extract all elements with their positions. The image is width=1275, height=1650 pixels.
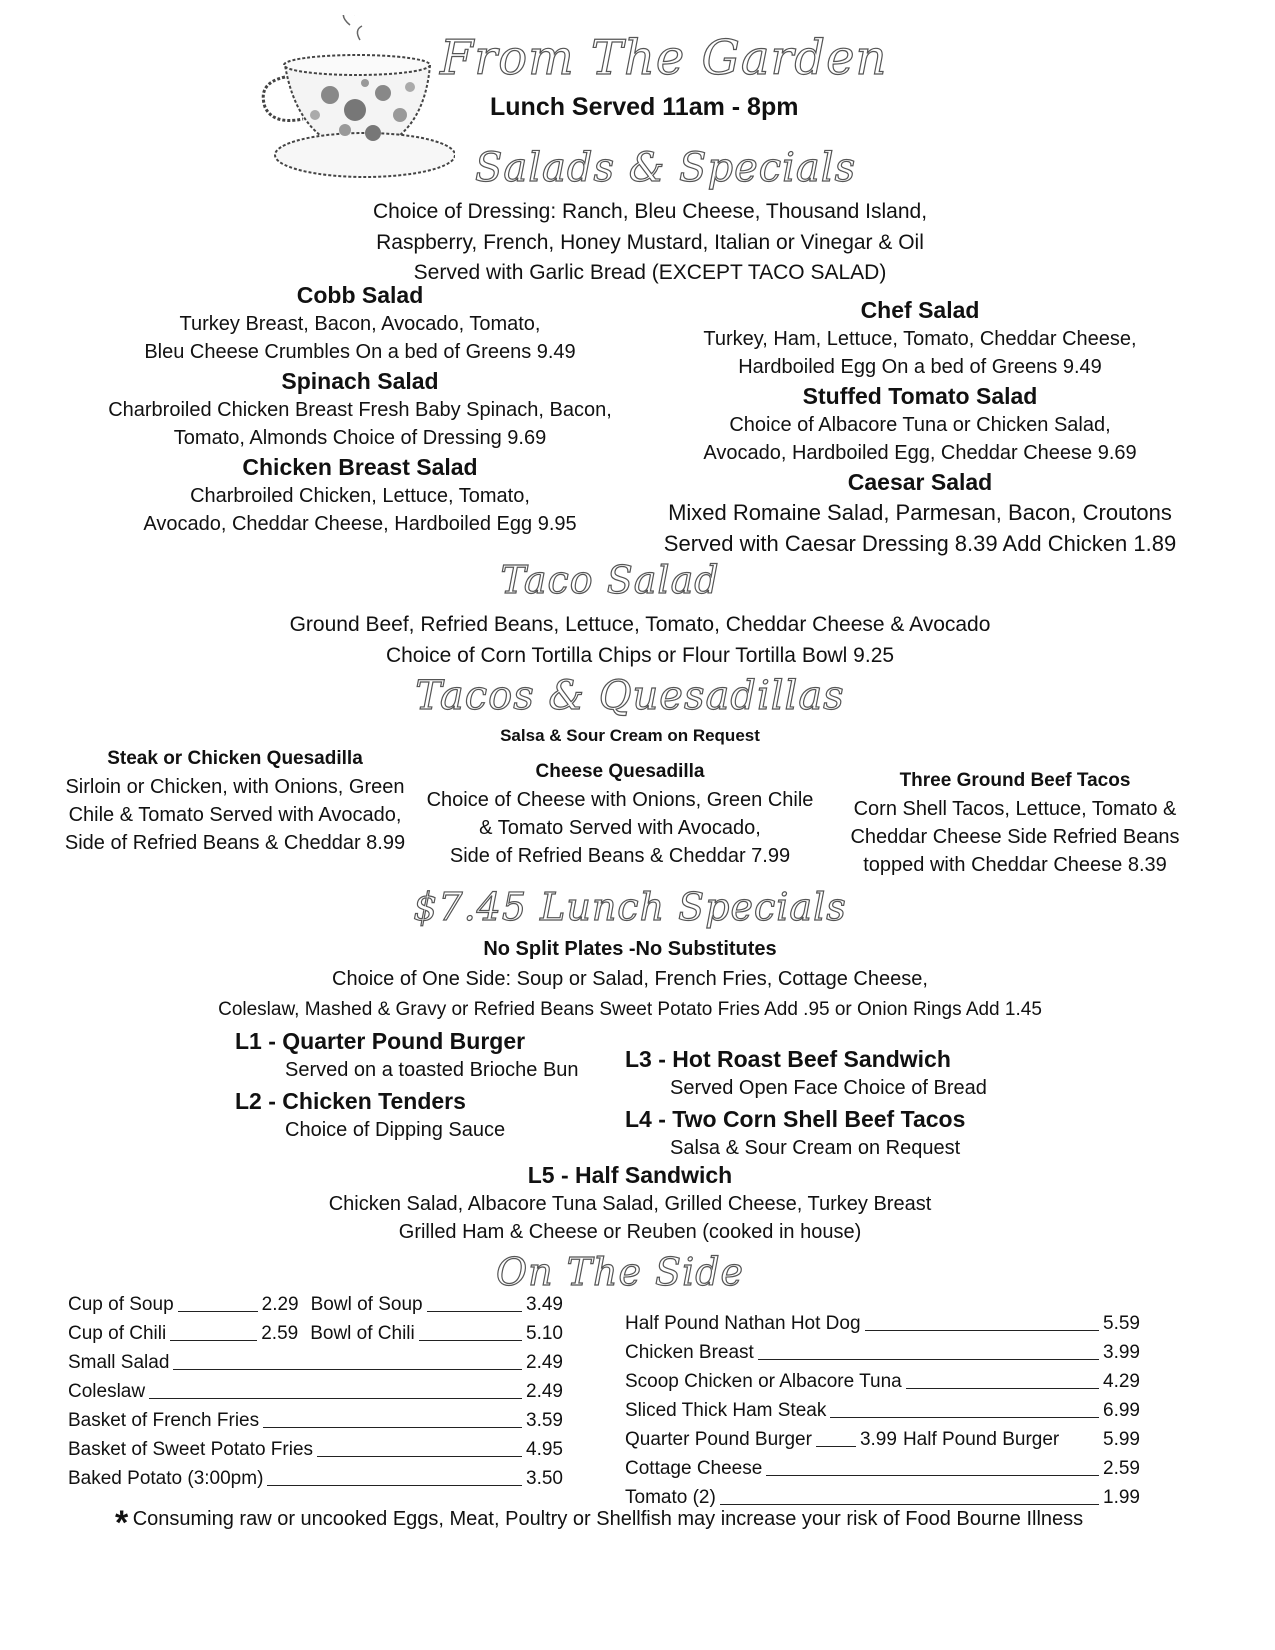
side-item-name: Tomato (2): [625, 1487, 716, 1508]
side-item-price: 4.95: [526, 1439, 563, 1460]
footer-disclaimer: [115, 1504, 1084, 1542]
side-item-name: Half Pound Burger: [902, 1429, 1060, 1450]
lunch-item-l4: [625, 1104, 965, 1162]
section-heading-on-the-side: On The Side: [495, 1250, 745, 1294]
leader-line: [170, 1340, 257, 1341]
salad-desc: Turkey Breast, Bacon, Avocado, Tomato,: [179, 313, 541, 335]
taco-item-desc: Side of Refried Beans & Cheddar 7.99: [449, 845, 791, 867]
taco-item-desc: Choice of Cheese with Onions, Green Chile: [426, 789, 814, 811]
leader-line: [865, 1330, 1099, 1331]
lunch-item-name: L4 - Two Corn Shell Beef Tacos: [625, 1106, 966, 1132]
side-item-price: 5.10: [526, 1323, 563, 1344]
side-item-price: 3.59: [526, 1410, 563, 1431]
leader-line: [758, 1359, 1099, 1360]
salad-name: Caesar Salad: [847, 469, 993, 495]
salad-desc: Charbroiled Chicken, Lettuce, Tomato,: [190, 485, 530, 507]
taco-item-desc: Side of Refried Beans & Cheddar 8.99: [64, 832, 406, 854]
side-item-price: 3.50: [526, 1468, 563, 1489]
leader-line: [427, 1311, 522, 1312]
taco-item-desc: Sirloin or Chicken, with Onions, Green: [65, 776, 405, 798]
leader-line: [149, 1398, 522, 1399]
side-item-price: 3.99: [859, 1429, 897, 1450]
salad-desc: Avocado, Cheddar Cheese, Hardboiled Egg 9.95: [143, 513, 577, 535]
teacup-icon: [255, 15, 455, 185]
side-item-name: Basket of Sweet Potato Fries: [68, 1439, 314, 1460]
teacup-logo: [255, 15, 455, 185]
section-heading-lunch-specials: $7.45 Lunch Specials: [413, 885, 847, 929]
side-item-name: Small Salad: [68, 1352, 170, 1373]
lunch-item-desc: Served Open Face Choice of Bread: [670, 1077, 987, 1099]
taco-salad-desc: Choice of Corn Tortilla Chips or Flour Tortilla Bowl 9.25: [385, 644, 895, 667]
side-item-name: Basket of French Fries: [68, 1410, 260, 1431]
leader-line: [267, 1485, 522, 1486]
side-item: [625, 1368, 1140, 1395]
section-heading-salads: Salads & Specials: [475, 145, 857, 191]
disclaimer-text: Consuming raw or uncooked Eggs, Meat, Poultry or Shellfish may increase your risk of Food Bourne Illness: [132, 1508, 1084, 1530]
salad-name: Spinach Salad: [281, 368, 439, 394]
side-item: [68, 1407, 563, 1434]
side-item-price: 5.99: [1103, 1429, 1140, 1450]
lunch-item-desc: Grilled Ham & Cheese or Reuben (cooked in house): [398, 1221, 862, 1243]
lunch-item-desc: Choice of Dipping Sauce: [285, 1119, 506, 1141]
lunch-item-l2: [235, 1086, 505, 1144]
side-item-price: 2.49: [526, 1381, 563, 1402]
taco-item: [835, 767, 1195, 879]
side-item-name: Sliced Thick Ham Steak: [625, 1400, 827, 1421]
page-title: From The Garden: [440, 30, 888, 86]
side-item-price: 3.49: [526, 1294, 563, 1315]
salad-name: Cobb Salad: [296, 282, 424, 308]
side-item-name: Cup of Soup: [68, 1294, 174, 1315]
leader-line: [317, 1456, 522, 1457]
dressing-line-1: Choice of Dressing: Ranch, Bleu Cheese, Thousand Island,: [372, 200, 928, 223]
side-item: [625, 1484, 1140, 1511]
lunch-item-l5: [250, 1160, 1010, 1246]
side-item: [68, 1320, 563, 1347]
side-item-price: 1.99: [1103, 1487, 1140, 1508]
side-item-price: 3.99: [1103, 1342, 1140, 1363]
side-item-price: 2.49: [526, 1352, 563, 1373]
side-item: [625, 1310, 1140, 1337]
side-item-name: Cup of Chili: [68, 1323, 167, 1344]
side-item-name: Baked Potato (3:00pm): [68, 1468, 264, 1489]
lunch-side-line-1: Choice of One Side: Soup or Salad, French Fries, Cottage Cheese,: [332, 968, 928, 990]
side-item: [68, 1349, 563, 1376]
tacos-note: Salsa & Sour Cream on Request: [500, 726, 760, 745]
salad-desc: Hardboiled Egg On a bed of Greens 9.49: [738, 356, 1102, 378]
lunch-item-desc: Salsa & Sour Cream on Request: [670, 1137, 961, 1159]
salad-desc: Bleu Cheese Crumbles On a bed of Greens 9.49: [144, 341, 576, 363]
taco-item-name: Cheese Quesadilla: [535, 761, 705, 782]
side-item-name: Quarter Pound Burger: [625, 1429, 812, 1450]
taco-item-desc: Corn Shell Tacos, Lettuce, Tomato &: [853, 798, 1177, 820]
lunch-specials-note: No Split Plates -No Substitutes: [483, 938, 777, 960]
taco-item-name: Three Ground Beef Tacos: [899, 770, 1131, 791]
taco-item-desc: topped with Cheddar Cheese 8.39: [863, 854, 1167, 876]
salad-name: Chef Salad: [860, 297, 980, 323]
taco-item: [50, 745, 420, 857]
side-item-name: Chicken Breast: [625, 1342, 754, 1363]
salad-desc: Served with Caesar Dressing 8.39 Add Chicken 1.89: [663, 531, 1177, 556]
asterisk: *: [115, 1504, 129, 1542]
taco-item: [425, 758, 815, 870]
salad-desc: Charbroiled Chicken Breast Fresh Baby Spinach, Bacon,: [108, 399, 612, 421]
side-item-name: Bowl of Soup: [310, 1294, 423, 1315]
taco-salad-desc: Ground Beef, Refried Beans, Lettuce, Tomato, Cheddar Cheese & Avocado: [289, 613, 991, 636]
lunch-item-desc: Served on a toasted Brioche Bun: [285, 1059, 579, 1081]
leader-line: [906, 1388, 1099, 1389]
leader-line: [766, 1475, 1099, 1476]
section-heading-tacos: Tacos & Quesadillas: [415, 673, 845, 719]
section-heading-taco-salad: Taco Salad: [500, 558, 720, 602]
salad-name: Stuffed Tomato Salad: [802, 383, 1038, 409]
side-item-name: Scoop Chicken or Albacore Tuna: [625, 1371, 902, 1392]
lunch-item-desc: Chicken Salad, Albacore Tuna Salad, Grilled Cheese, Turkey Breast: [328, 1193, 932, 1215]
lunch-side-line-2: Coleslaw, Mashed & Gravy or Refried Beans Sweet Potato Fries Add .95 or Onion Rings Add 1.45: [218, 999, 1042, 1020]
leader-line: [178, 1311, 258, 1312]
leader-line: [173, 1369, 522, 1370]
side-item: [68, 1378, 563, 1405]
side-item-price: 4.29: [1103, 1371, 1140, 1392]
lunch-item-l1: [235, 1026, 579, 1084]
salads-right-column: [640, 295, 1200, 559]
salad-desc: Turkey, Ham, Lettuce, Tomato, Cheddar Cheese,: [703, 328, 1137, 350]
salad-desc: Avocado, Hardboiled Egg, Cheddar Cheese 9.69: [703, 442, 1137, 464]
side-item-price: 5.59: [1103, 1313, 1140, 1334]
taco-item-name: Steak or Chicken Quesadilla: [107, 748, 363, 769]
lunch-item-name: L3 - Hot Roast Beef Sandwich: [625, 1046, 951, 1072]
taco-item-desc: & Tomato Served with Avocado,: [479, 817, 761, 839]
lunch-hours: Lunch Served 11am - 8pm: [490, 93, 799, 121]
salad-desc: Choice of Albacore Tuna or Chicken Salad,: [729, 414, 1111, 436]
lunch-item-name: L5 - Half Sandwich: [527, 1162, 733, 1188]
dressing-line-3: Served with Garlic Bread (EXCEPT TACO SALAD): [413, 261, 887, 284]
salad-desc: Mixed Romaine Salad, Parmesan, Bacon, Croutons: [668, 500, 1172, 525]
side-item-price: 6.99: [1103, 1400, 1140, 1421]
side-item: [625, 1455, 1140, 1482]
side-item-price: 2.59: [1103, 1458, 1140, 1479]
side-item-name: Coleslaw: [68, 1381, 146, 1402]
side-item-name: Bowl of Chili: [310, 1323, 415, 1344]
side-item: [68, 1291, 563, 1318]
side-item-name: Half Pound Nathan Hot Dog: [625, 1313, 861, 1334]
side-item: [68, 1465, 563, 1492]
dressing-line-2: Raspberry, French, Honey Mustard, Italian or Vinegar & Oil: [376, 231, 924, 254]
side-item: [68, 1436, 563, 1463]
side-item-name: Cottage Cheese: [625, 1458, 763, 1479]
taco-item-desc: Cheddar Cheese Side Refried Beans: [850, 826, 1180, 848]
side-item-price: 2.59: [261, 1323, 299, 1344]
side-item: [625, 1397, 1140, 1424]
leader-line: [816, 1446, 856, 1447]
leader-line: [720, 1504, 1099, 1505]
salad-name: Chicken Breast Salad: [242, 454, 478, 480]
side-item-price: 2.29: [261, 1294, 299, 1315]
taco-item-desc: Chile & Tomato Served with Avocado,: [68, 804, 402, 826]
salads-left-column: [80, 280, 640, 538]
leader-line: [830, 1417, 1099, 1418]
side-item: [625, 1426, 1140, 1453]
lunch-item-l3: [625, 1044, 987, 1102]
leader-line: [263, 1427, 522, 1428]
leader-line: [419, 1340, 522, 1341]
side-item: [625, 1339, 1140, 1366]
lunch-item-name: L1 - Quarter Pound Burger: [235, 1028, 526, 1054]
lunch-item-name: L2 - Chicken Tenders: [235, 1088, 466, 1114]
salad-desc: Tomato, Almonds Choice of Dressing 9.69: [173, 427, 547, 449]
